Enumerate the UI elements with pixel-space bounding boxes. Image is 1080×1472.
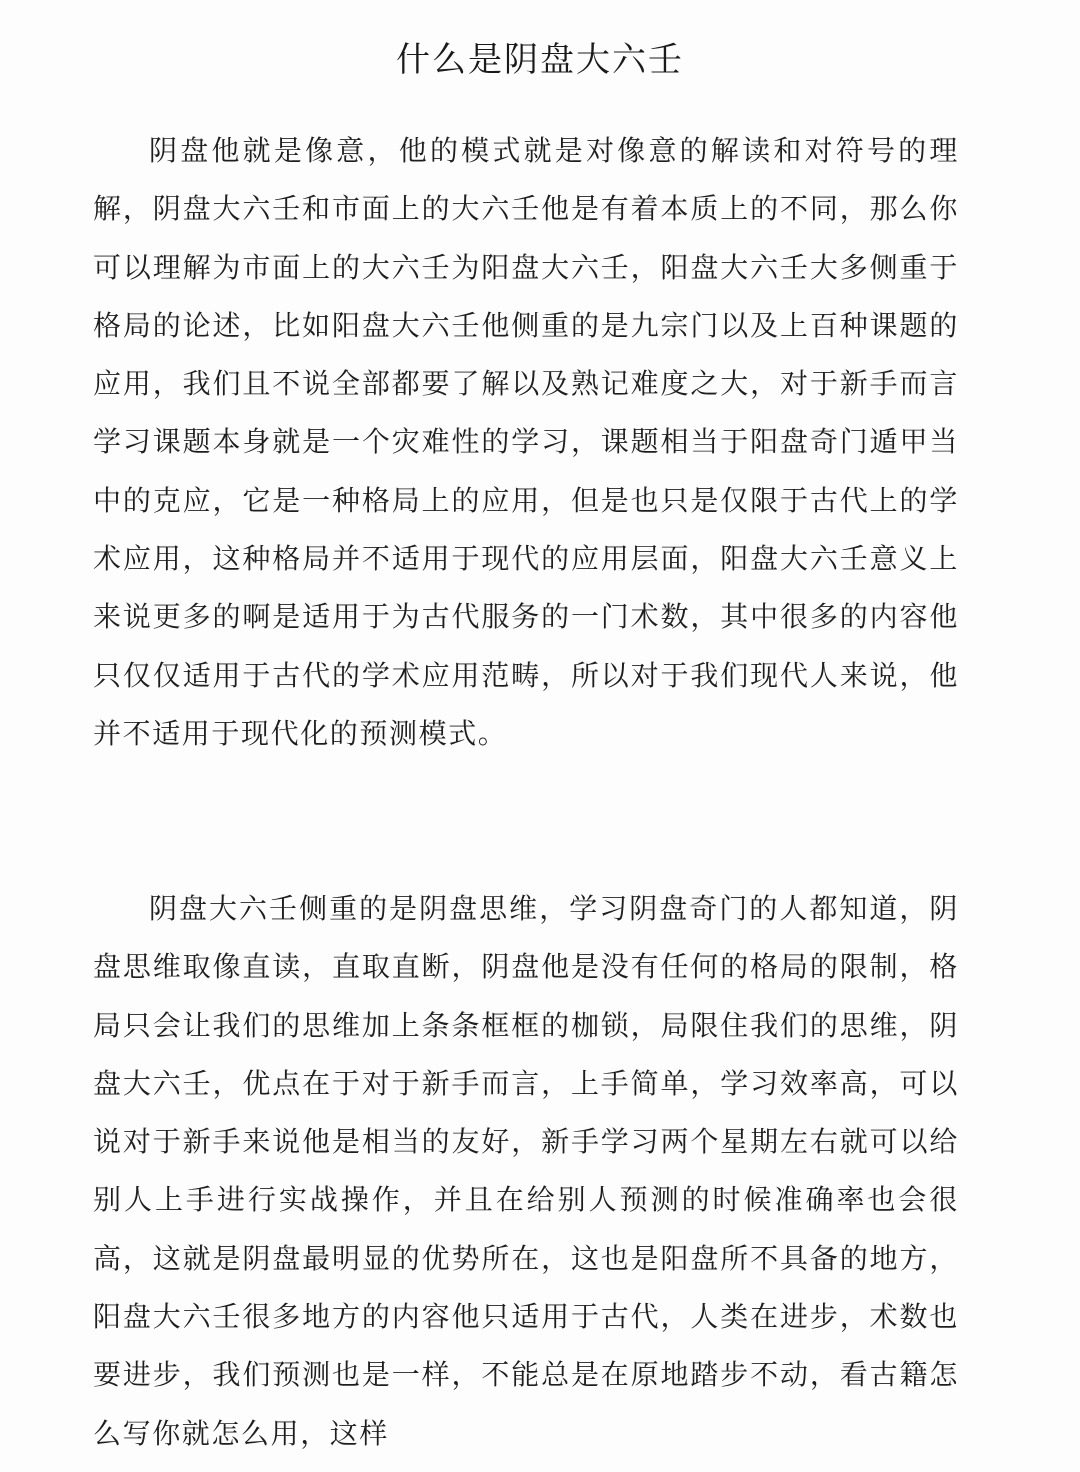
paragraph-1: 阴盘他就是像意，他的模式就是对像意的解读和对符号的理解，阴盘大六壬和市面上的大六壬他是有着本质上的不同，那么你可以理解为市面上的大六壬为阳盘大六壬，阳盘大六壬大多侧重于格局的论述，比如阳盘大六壬他侧重的是九宗门以及上百种课题的应用，我们且不说全部都要了解以及熟记难度之大，对于新手而言学习课题本身就是一个灾难性的学习，课题相当于阳盘奇门遁甲当中的克应，它是一种格局上的应用，但是也只是仅限于古代上的学术应用，这种格局并不适用于现代的应用层面，阳盘大六壬意义上来说更多的啊是适用于为古代服务的一门术数，其中很多的内容他只仅仅适用于古代的学术应用范畴，所以对于我们现代人来说，他并不适用于现代化的预测模式。 xyxy=(93,134,959,750)
page-title: 什么是阴盘大六壬 xyxy=(396,40,684,80)
paragraph-2: 阴盘大六壬侧重的是阴盘思维，学习阴盘奇门的人都知道，阴盘思维取像直读，直取直断，阴盘他是没有任何的格局的限制，格局只会让我们的思维加上条条框框的枷锁，局限住我们的思维，阴盘大六壬，优点在于对于新手而言，上手简单，学习效率高，可以说对于新手来说他是相当的友好，新手学习两个星期左右就可以给别人上手进行实战操作，并且在给别人预测的时候准确率也会很高，这就是阴盘最明显的优势所在，这也是阳盘所不具备的地方，阳盘大六壬很多地方的内容他只适用于古代，人类在进步，术数也要进步，我们预测也是一样，不能总是在原地踏步不动，看古籍怎么写你就怎么用，这样 xyxy=(93,892,959,1450)
